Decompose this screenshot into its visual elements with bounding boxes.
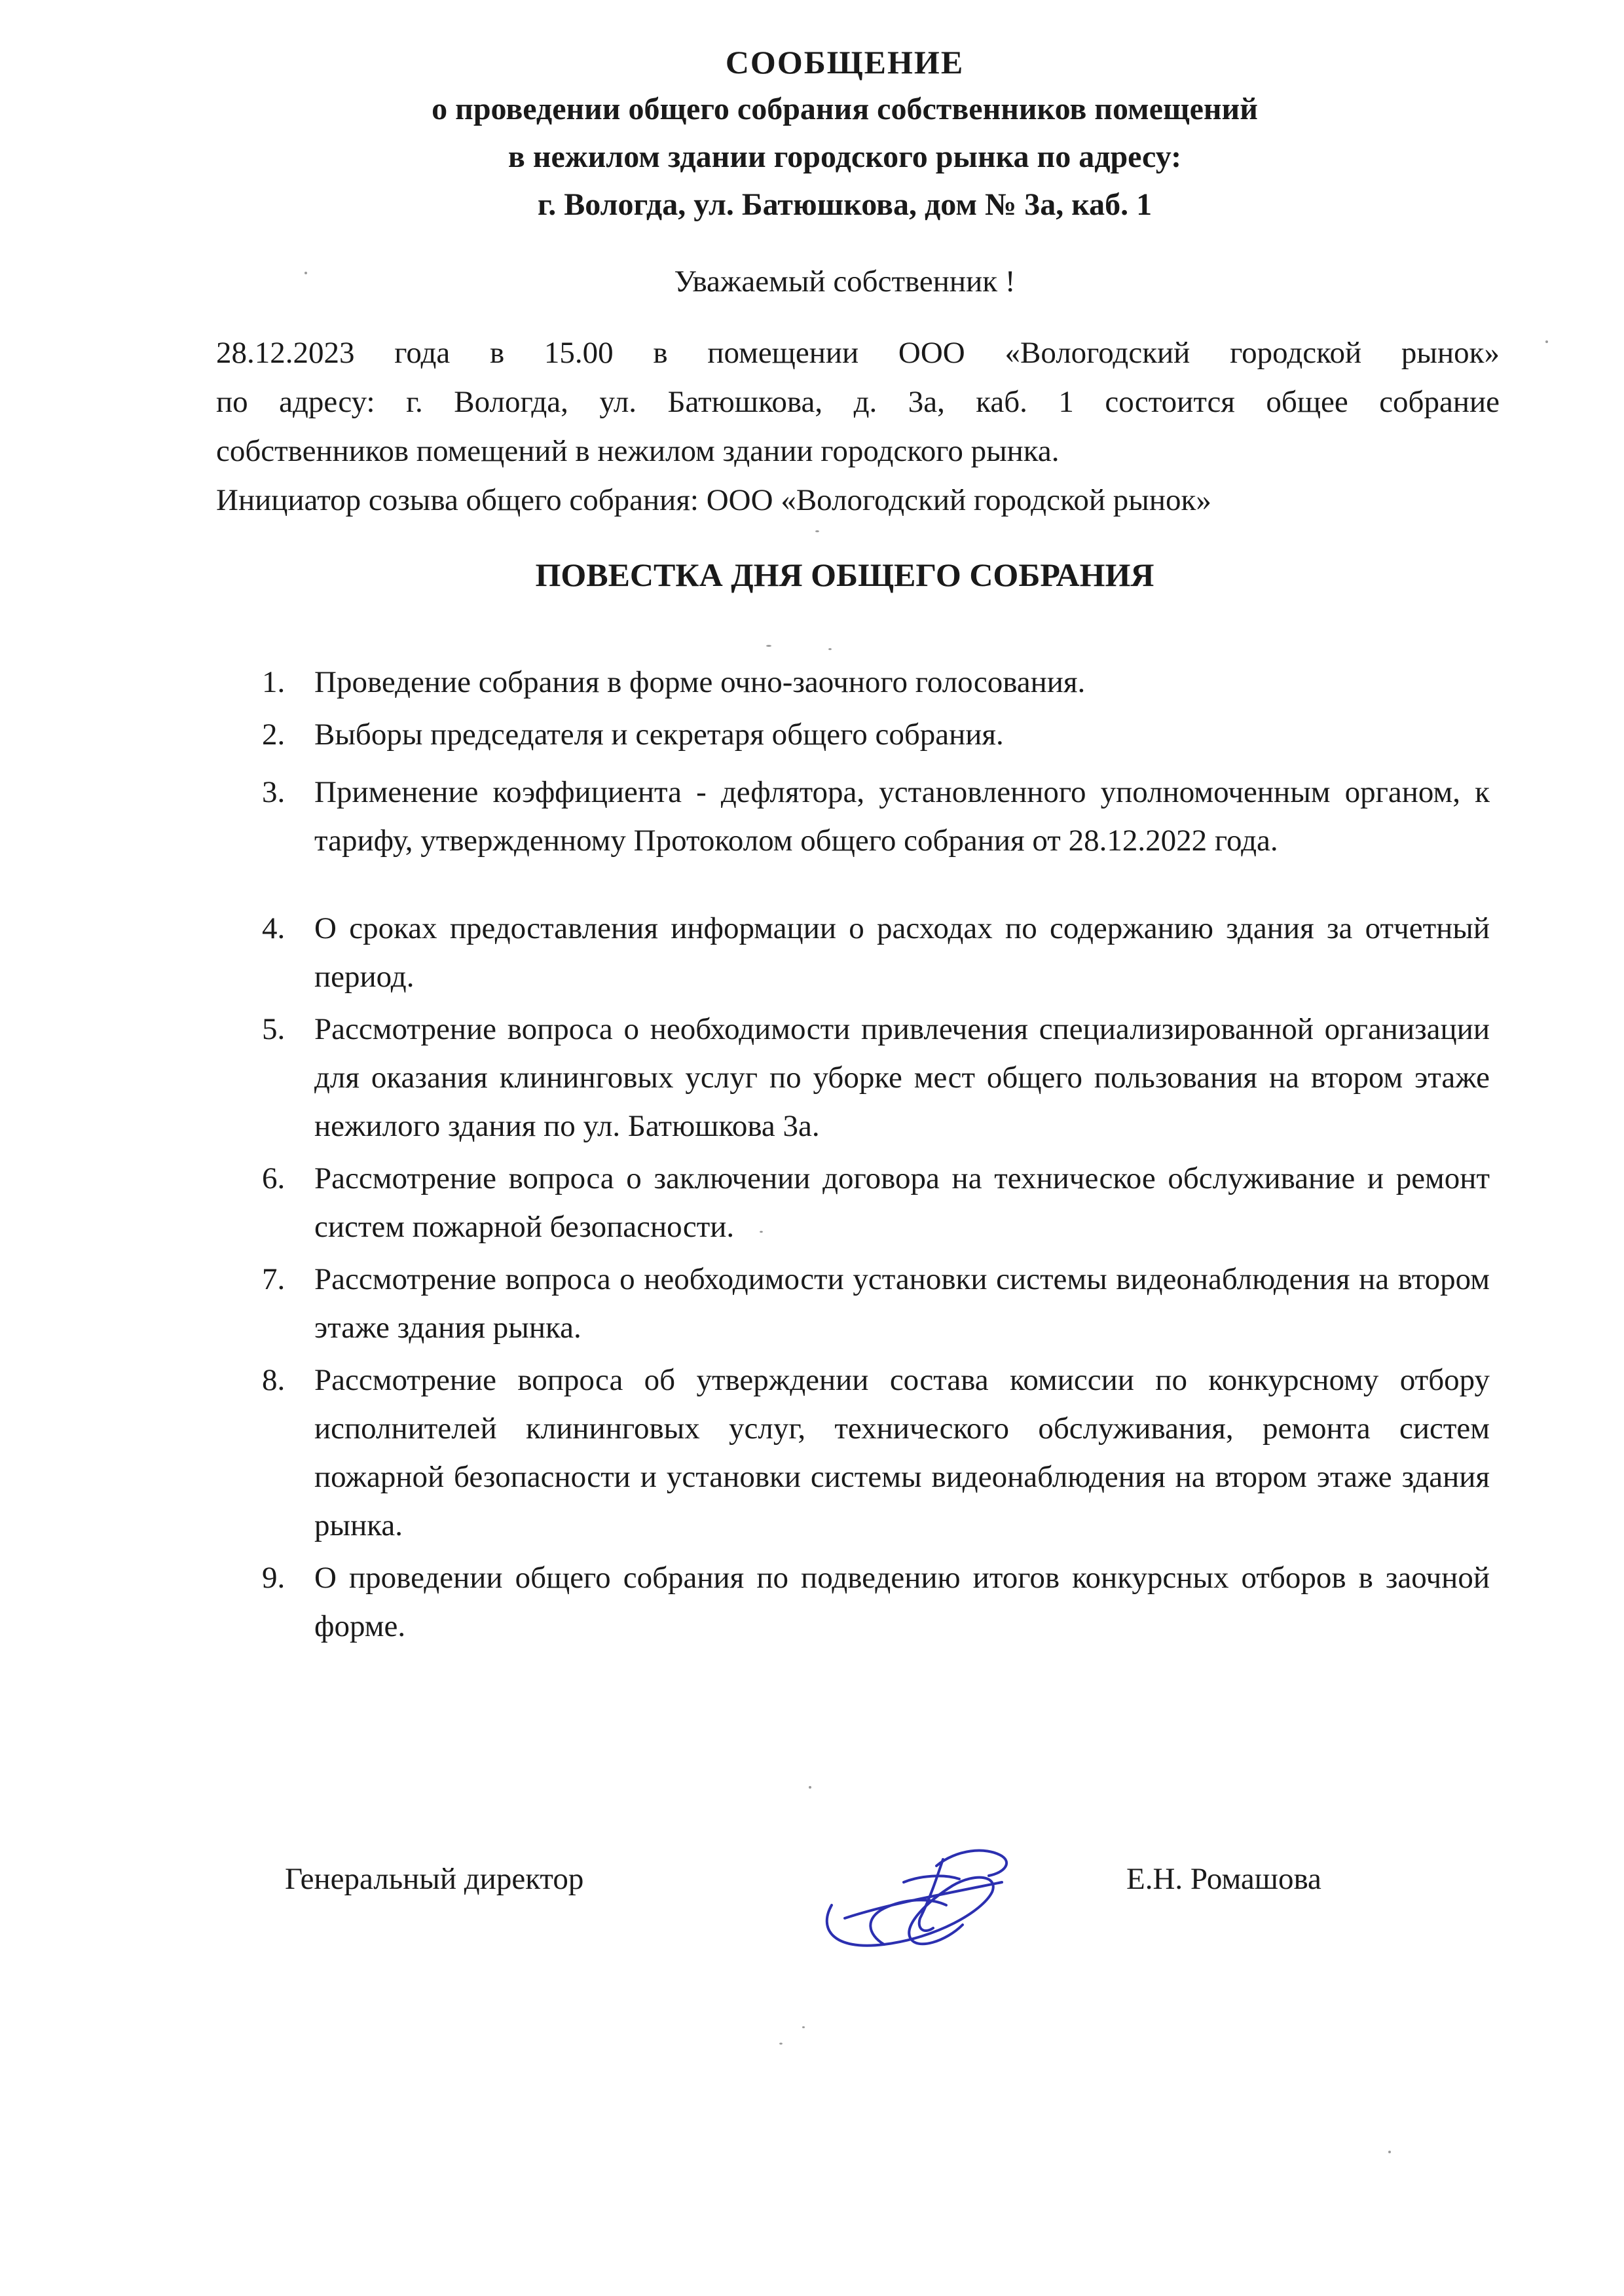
- document-title: СООБЩЕНИЕ: [725, 44, 965, 81]
- scan-speck: [828, 648, 832, 650]
- subtitle-line-3: г. Вологда, ул. Батюшкова, дом № 3а, каб. 1: [537, 187, 1153, 222]
- scan-speck: [779, 2043, 783, 2045]
- agenda-item: [249, 658, 1490, 706]
- agenda-item-text: Выборы председателя и секретаря общего собрания.: [314, 718, 1004, 752]
- signatory-role: Генеральный директор: [285, 1862, 584, 1896]
- agenda-item: [249, 710, 1490, 759]
- agenda-item-text: Применение коэффициента - дефлятора, установленного уполномоченным органом, к тарифу, утвержденному Протоколом общего собрания от 28.12.2022 года.: [314, 775, 1490, 858]
- agenda-item-text: Рассмотрение вопроса о необходимости установки системы видеонаблюдения на втором этаже здания рынка.: [314, 1262, 1490, 1345]
- agenda-item-text: О сроках предоставления информации о расходах по содержанию здания за отчетный период.: [314, 911, 1490, 994]
- agenda-item: [249, 1154, 1490, 1251]
- agenda-item: [249, 1005, 1490, 1150]
- agenda-item-number: 9.: [262, 1561, 286, 1595]
- intro-line-4: Инициатор созыва общего собрания: ООО «Вологодский городской рынок»: [216, 483, 1211, 517]
- agenda-item-number: 5.: [262, 1012, 286, 1046]
- agenda-item-number: 3.: [262, 775, 286, 809]
- agenda-item: [249, 1554, 1490, 1650]
- agenda-item-number: 6.: [262, 1161, 286, 1195]
- agenda-item: [249, 904, 1490, 1001]
- agenda-item: [249, 1255, 1490, 1352]
- agenda-item-number: 2.: [262, 718, 286, 752]
- subtitle-line-2: в нежилом здании городского рынка по адресу:: [507, 139, 1182, 174]
- intro-line-1: 28.12.2023 года в 15.00 в помещении ООО «Вологодский городской рынок»: [216, 336, 1500, 370]
- agenda-item: [249, 1356, 1490, 1550]
- signatory-name: Е.Н. Ромашова: [1126, 1862, 1321, 1896]
- agenda-item-number: 1.: [262, 665, 286, 699]
- scan-speck: [809, 1786, 811, 1789]
- agenda-item-text: Рассмотрение вопроса об утверждении состава комиссии по конкурсному отбору исполнителей клининговых услуг, технического обслуживания, ремонта систем пожарной безопасности и установки системы видеонаблюдения на втором этаже здания рынка.: [314, 1363, 1490, 1542]
- agenda-item: [249, 768, 1490, 865]
- agenda-item-text: Проведение собрания в форме очно-заочного голосования.: [314, 665, 1086, 699]
- agenda-item-text: Рассмотрение вопроса о заключении договора на техническое обслуживание и ремонт систем пожарной безопасности.: [314, 1161, 1490, 1244]
- intro-line-3: собственников помещений в нежилом здании городского рынка.: [216, 434, 1060, 468]
- agenda-item-number: 7.: [262, 1262, 286, 1296]
- scan-speck: [766, 645, 771, 647]
- scan-speck: [1388, 2151, 1391, 2153]
- agenda-item-number: 8.: [262, 1363, 286, 1397]
- intro-paragraph: [216, 329, 1500, 525]
- agenda-item-text: О проведении общего собрания по подведению итогов конкурсных отборов в заочной форме.: [314, 1561, 1490, 1643]
- intro-line-2: по адресу: г. Вологда, ул. Батюшкова, д. 3а, каб. 1 состоится общее собрание: [216, 385, 1500, 419]
- header: [196, 39, 1493, 228]
- agenda-item-number: 4.: [262, 911, 286, 945]
- scan-speck: [1545, 340, 1548, 343]
- handwritten-signature: [805, 1820, 1022, 1984]
- scan-speck: [802, 2026, 805, 2028]
- scan-speck: [815, 530, 819, 532]
- subtitle-line-1: о проведении общего собрания собственников помещений: [432, 92, 1258, 126]
- agenda-list: [249, 658, 1490, 1650]
- greeting: Уважаемый собственник !: [674, 264, 1016, 299]
- scan-speck: [304, 272, 307, 274]
- signature-strokes: [827, 1851, 1006, 1946]
- agenda-item-text: Рассмотрение вопроса о необходимости привлечения специализированной организации для оказания клининговых услуг по уборке мест общего пользования на втором этаже нежилого здания по ул. Батюшкова 3а.: [314, 1012, 1490, 1143]
- scan-speck: [760, 1231, 763, 1233]
- agenda-title: ПОВЕСТКА ДНЯ ОБЩЕГО СОБРАНИЯ: [535, 556, 1154, 593]
